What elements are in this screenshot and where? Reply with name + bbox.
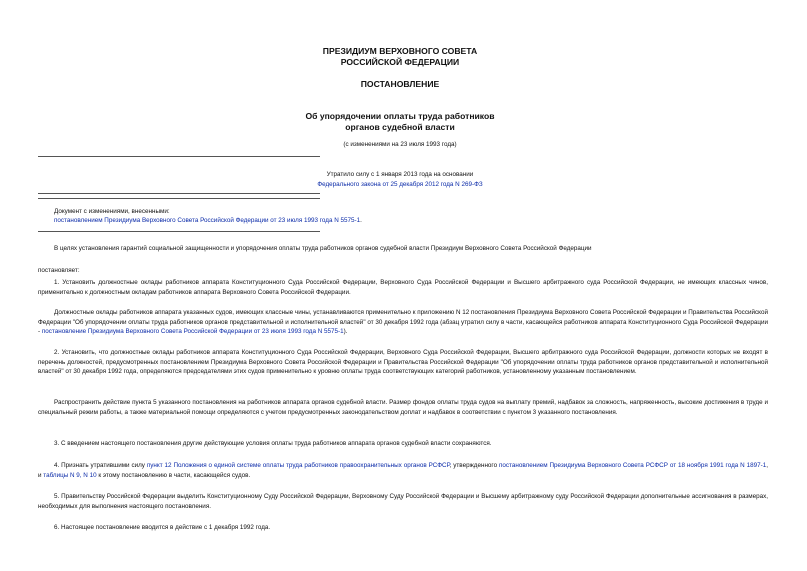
- tables-link[interactable]: таблицы N 9, N 10: [43, 471, 97, 479]
- amendment-link[interactable]: постановление Президиума Верховного Совета Российской Федерации от 23 июля 1993 года N 5575-1: [41, 328, 344, 336]
- rsfsr-resolution-link[interactable]: постановлением Президиума Верховного Совета РСФСР от 18 ноября 1991 года N 1897-1: [499, 462, 767, 469]
- repealed-provision-link[interactable]: пункт 12 Положения о единой системе оплаты труда работников правоохранительных органов РСФСР: [146, 462, 450, 469]
- paragraph-5: 5. Правительству Российской Федерации выделить Конституционному Суду Российской Федерации, Верховному Суду Российской Федерации и Высшему арбитражному суду Российской Федерации дополнительные ассигнования в размерах, необходимых для выполнения настоящего постановления.: [38, 493, 768, 510]
- document-title-line-1: Об упорядочении оплаты труда работников: [305, 111, 495, 121]
- divider: [38, 231, 320, 232]
- divider: [38, 193, 320, 194]
- repeal-status: Утратило силу с 1 января 2013 года на основании: [326, 171, 474, 178]
- divider: [38, 198, 320, 199]
- amendments-line: постановлением Президиума Верховного Совета Российской Федерации от 23 июля 1993 года N 5575-1.: [54, 217, 362, 224]
- resolves-label: постановляет:: [38, 267, 80, 274]
- revision-note: (с изменениями на 23 июля 1993 года): [343, 141, 457, 148]
- amendment-link[interactable]: постановлением Президиума Верховного Совета Российской Федерации от 23 июля 1993 года N 5575-1: [54, 217, 361, 224]
- document-title-line-2: органов судебной власти: [345, 122, 455, 132]
- paragraph-1: 1. Установить должностные оклады работников аппарата Конституционного Суда Российской Федерации, Верховного Суда Российской Федерации и Высшего арбитражного суда Российской Федерации, не имеющих классных чинов, применительно к должностным окладам работников аппарата Верховного Совета Российской Федерации.: [38, 279, 768, 296]
- paragraph-4: 4. Признать утратившими силу пункт 12 Положения о единой системе оплаты труда работников правоохранительных органов РСФСР, утвержденного постановлением Президиума Верховного Совета РСФСР от 18 ноября 1991 года N 1897-1, и таблицы N 9, N 10 к этому постановлению в части, касающейся судов.: [38, 462, 768, 479]
- paragraph-3: 3. С введением настоящего постановления другие действующие условия оплаты труда работников аппарата органов судебной власти сохраняются.: [54, 440, 492, 447]
- issuer-line-1: ПРЕЗИДИУМ ВЕРХОВНОГО СОВЕТА: [322, 46, 478, 56]
- issuer-line-2: РОССИЙСКОЙ ФЕДЕРАЦИИ: [340, 57, 460, 67]
- divider: [38, 156, 320, 157]
- paragraph-6: 6. Настоящее постановление вводится в действие с 1 декабря 1992 года.: [54, 524, 271, 531]
- preamble: В целях установления гарантий социальной защищенности и упорядочения оплаты труда работников органов судебной власти Президиум Верховного Совета Российской Федерации: [54, 245, 592, 252]
- document-type: ПОСТАНОВЛЕНИЕ: [360, 79, 440, 89]
- paragraph-2: 2. Установить, что должностные оклады работников аппарата Конституционного Суда Российской Федерации, Верховного Суда Российской Федерации, Высшего арбитражного суда Российской Федерации, должности которых не входят в перечень должностей, предусмотренных постановлением Президиума Верховного Совета Российской Федерации и Правительства Российской Федерации "Об упорядочении оплаты труда работников органов представительной и исполнительной властей" от 30 декабря 1992 года, определяются председателями этих судов применительно к уровню оплаты труда соответствующих категорий работников, установленному указанным постановлением.: [38, 349, 768, 376]
- repeal-law-link[interactable]: Федерального закона от 25 декабря 2012 года N 269-ФЗ: [317, 181, 483, 188]
- amendments-label: Документ с изменениями, внесенными:: [54, 208, 170, 215]
- paragraph-1-second: Должностные оклады работников аппарата указанных судов, имеющих классные чины, устанавливаются применительно к приложению N 12 постановления Президиума Верховного Совета Российской Федерации и Правительства Российской Федерации "Об упорядочении оплаты труда работников органов представительной и исполнительной властей" от 30 декабря 1992 года (абзац утратил силу в части, касающейся работников аппарата Конституционного Суда Российской Федерации - постановление Президиума Верховного Совета Российской Федерации от 23 июля 1993 года N 5575-1).: [38, 309, 768, 336]
- paragraph-2-second: Распространить действие пункта 5 указанного постановления на работников аппарата органов судебной власти. Размер фондов оплаты труда судов на выплату премий, надбавок за сложность, напряженность, высокие достижения в труде и специальный режим работы, а также материальной помощи определяются с учетом предусмотренных законодательством доплат и надбавок в соответствии с пунктом 3 указанного постановления.: [38, 399, 768, 416]
